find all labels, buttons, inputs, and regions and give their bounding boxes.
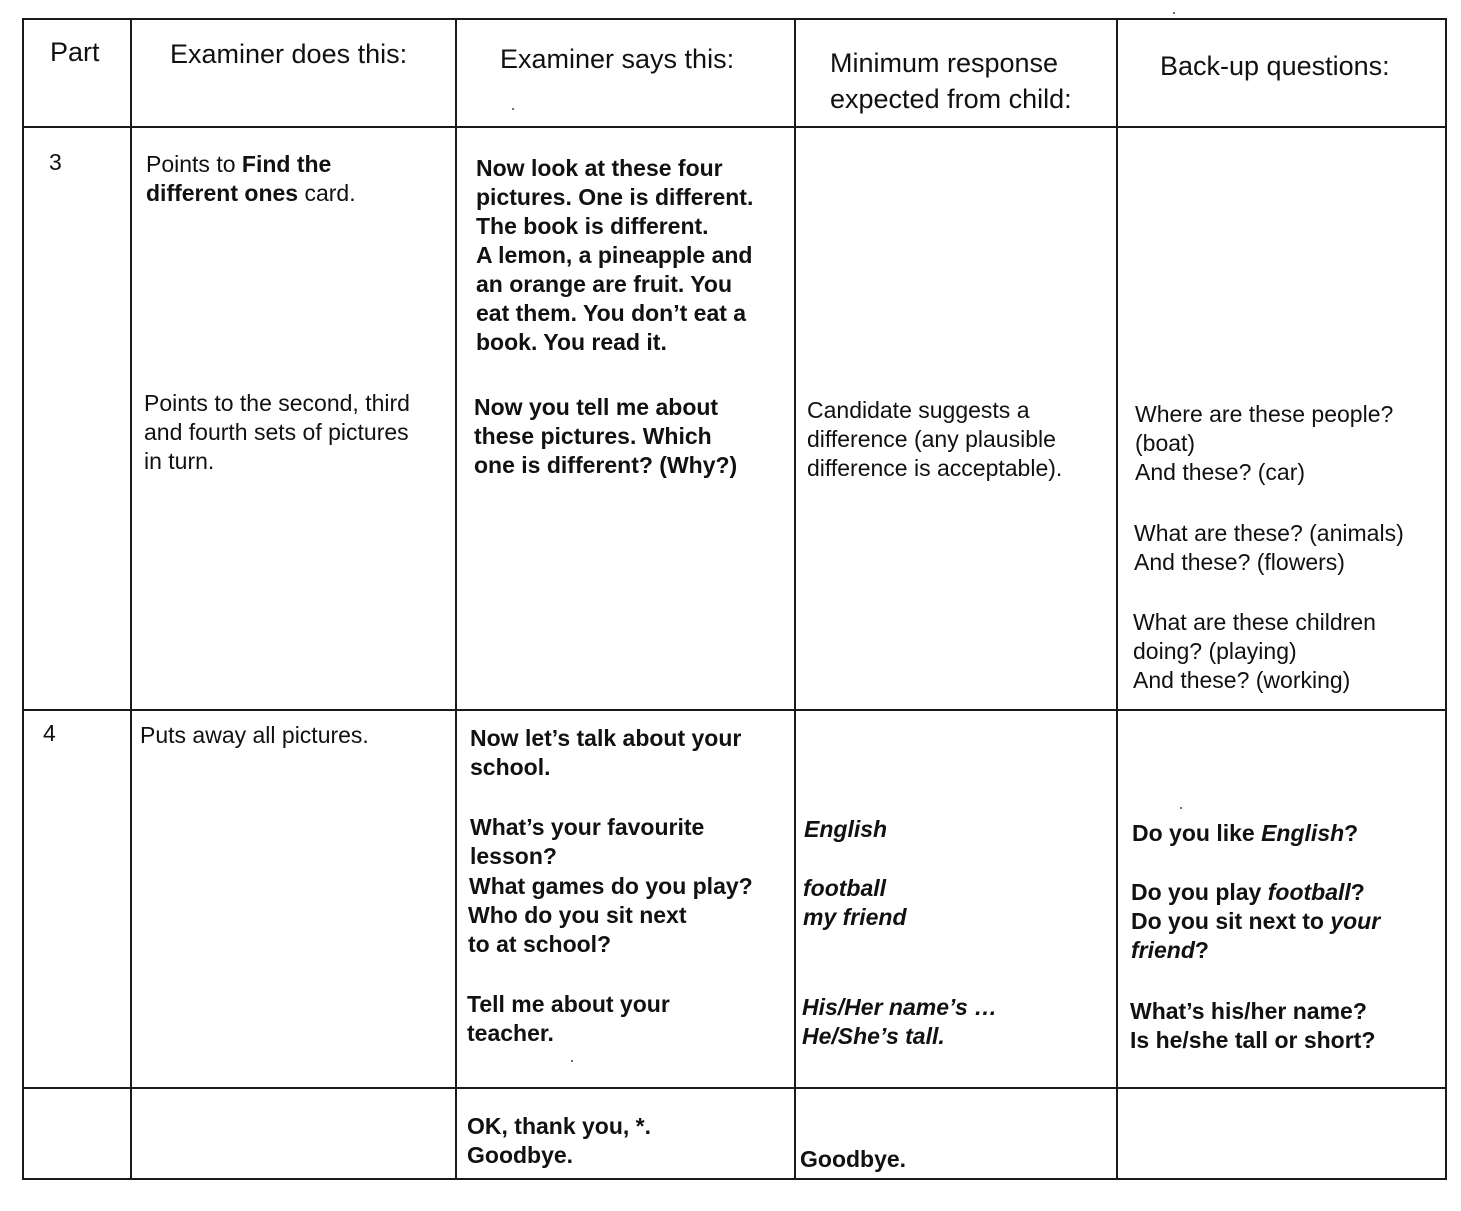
scan-speck (1180, 807, 1182, 809)
bq-play-word: football (1267, 879, 1351, 905)
backup-questions-people: Where are these people? (boat) And these? (car) (1135, 401, 1394, 485)
examiner-does-put-away: Puts away all pictures. (140, 722, 369, 748)
does-prefix: Points to (146, 151, 242, 177)
row-divider (24, 1087, 1445, 1089)
minimum-response-difference: Candidate suggests a difference (any plausible difference is acceptable). (807, 397, 1063, 481)
bq-sit-suffix: ? (1194, 937, 1209, 963)
response-goodbye: Goodbye. (800, 1146, 907, 1172)
backup-sit-next-to-friend (1131, 907, 1380, 965)
bq-sit-prefix: Do you sit next to (1131, 908, 1331, 934)
does-suffix: card. (298, 180, 356, 206)
backup-questions-children: What are these children doing? (playing) And these? (working) (1133, 609, 1376, 693)
card-name: Find the different ones (146, 151, 332, 206)
column-divider (794, 20, 796, 1178)
backup-questions-animals: What are these? (animals) And these? (flowers) (1134, 520, 1404, 575)
header-examiner-does: Examiner does this: (170, 39, 408, 69)
header-examiner-says: Examiner says this: (500, 44, 735, 74)
examiner-says-lesson: What’s your favourite lesson? (470, 814, 705, 869)
row-divider (24, 126, 1445, 128)
examiner-says-four-pictures: Now look at these four pictures. One is different. The book is different. A lemon, a pineapple and an orange are fruit. You eat them. You don’t eat a book. You read it. (476, 155, 754, 355)
backup-play-football (1131, 878, 1365, 907)
header-minimum-response: Minimum response expected from child: (830, 48, 1072, 114)
scan-speck (1173, 12, 1175, 14)
examiner-does-sets-of-pictures: Points to the second, third and fourth sets of pictures in turn. (144, 390, 410, 474)
examiner-says-goodbye: OK, thank you, *. Goodbye. (467, 1113, 652, 1168)
examiner-does-find-card (146, 150, 356, 208)
header-backup-questions: Back-up questions: (1160, 51, 1390, 81)
bq-like-word: English (1261, 820, 1345, 846)
header-part: Part (50, 37, 100, 67)
examiner-says-sit-next: Who do you sit next to at school? (468, 902, 687, 957)
part-number-3: 3 (49, 149, 62, 175)
bq-like-prefix: Do you like (1132, 820, 1262, 846)
response-english: English (804, 816, 888, 842)
examiner-says-games: What games do you play? (469, 873, 753, 899)
bq-play-suffix: ? (1350, 879, 1365, 905)
bq-sit-word: your friend (1131, 908, 1381, 963)
row-divider (24, 709, 1445, 711)
column-divider (455, 20, 457, 1178)
bq-play-prefix: Do you play (1131, 879, 1268, 905)
response-my-friend: my friend (803, 904, 907, 930)
response-football: football (803, 875, 887, 901)
backup-teacher-name-tall: What’s his/her name? Is he/she tall or short? (1130, 998, 1376, 1053)
backup-like-english (1132, 819, 1358, 848)
bq-like-suffix: ? (1344, 820, 1359, 846)
column-divider (130, 20, 132, 1178)
scan-speck (571, 1060, 573, 1062)
part-number-4: 4 (43, 720, 56, 746)
response-teacher-name: His/Her name’s … He/She’s tall. (802, 994, 998, 1049)
column-divider (1116, 20, 1118, 1178)
scan-speck (512, 108, 514, 110)
examiner-says-school: Now let’s talk about your school. (470, 725, 742, 780)
examiner-says-which-different: Now you tell me about these pictures. Which one is different? (Why?) (474, 394, 738, 478)
examiner-says-teacher: Tell me about your teacher. (467, 991, 670, 1046)
